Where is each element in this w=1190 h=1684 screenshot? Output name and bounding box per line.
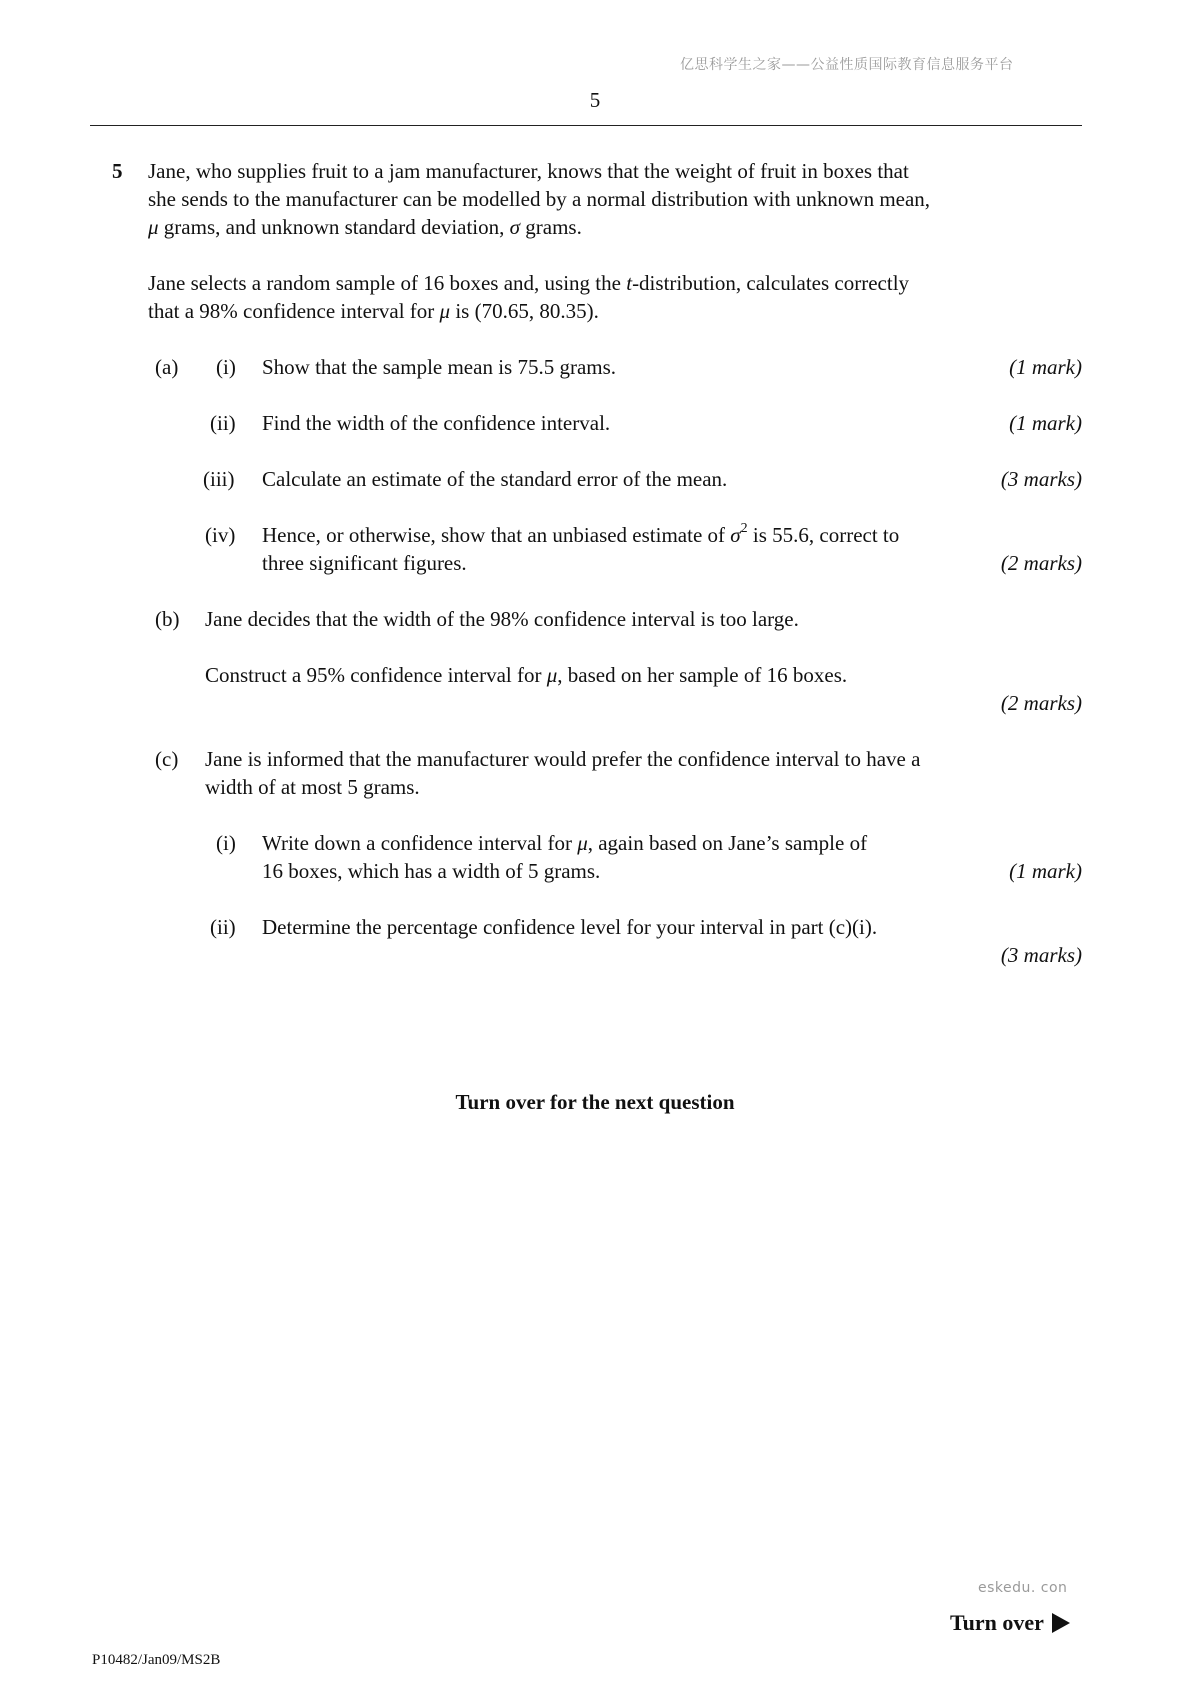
sample-line-2	[148, 297, 599, 325]
part-a-i-marks: (1 mark)	[1009, 355, 1082, 379]
t-symbol: t	[626, 271, 633, 295]
mu-symbol: μ	[148, 215, 159, 239]
part-c-i-line-1	[262, 829, 867, 857]
part-a-ii-text: Find the width of the confidence interval.	[262, 411, 611, 435]
part-b-text-2	[205, 661, 847, 689]
turn-over-label: Turn over	[950, 1610, 1044, 1635]
mu-symbol: μ	[546, 663, 558, 687]
part-c-ii-marks: (3 marks)	[1000, 943, 1082, 967]
part-a-iii-label: (iii)	[203, 467, 235, 491]
part-c-ii-text: Determine the percentage confidence level for your interval in part (c)(i).	[262, 915, 878, 939]
intro-line-3-text-b: grams.	[520, 215, 582, 239]
part-c-i-marks: (1 mark)	[1009, 859, 1082, 883]
sample-line-2-b: is (70.65, 80.35).	[450, 299, 599, 323]
part-c-text-1: Jane is informed that the manufacturer would prefer the confidence interval to have a	[205, 747, 921, 771]
part-a-i-label: (i)	[216, 355, 236, 379]
intro-line-2: she sends to the manufacturer can be modelled by a normal distribution with unknown mean,	[148, 187, 931, 211]
part-c-ii-label: (ii)	[210, 915, 236, 939]
question-number: 5	[112, 159, 123, 183]
page-number: 5	[589, 88, 601, 112]
sigma-symbol: σ	[730, 523, 741, 547]
part-a-iv-line-1	[262, 521, 899, 549]
part-b-text-2-b: , based on her sample of 16 boxes.	[557, 663, 848, 687]
part-a-iii-text: Calculate an estimate of the standard error of the mean.	[262, 467, 728, 491]
watermark-bottom: eskedu. con	[978, 1580, 1068, 1596]
part-a-iv-marks: (2 marks)	[1000, 551, 1082, 575]
part-a-iv-text-a: Hence, or otherwise, show that an unbiased estimate of	[262, 523, 731, 547]
sample-line-1	[148, 269, 909, 297]
part-a-iv-line-2: three significant figures.	[262, 551, 467, 575]
part-b-marks: (2 marks)	[1000, 691, 1082, 715]
mu-symbol: μ	[439, 299, 451, 323]
sample-line-2-a: that a 98% confidence interval for	[148, 299, 440, 323]
part-b-label: (b)	[155, 607, 180, 631]
paper-code: P10482/Jan09/MS2B	[92, 1652, 221, 1668]
part-a-ii-label: (ii)	[210, 411, 236, 435]
watermark-top: 亿思科学生之家——公益性质国际教育信息服务平台	[680, 57, 1014, 73]
part-a-iv-text-b: is 55.6, correct to	[747, 523, 900, 547]
part-c-label: (c)	[155, 747, 179, 771]
part-a-iii-marks: (3 marks)	[1000, 467, 1082, 491]
mu-symbol: μ	[577, 831, 588, 855]
part-a-i-text: Show that the sample mean is 75.5 grams.	[262, 355, 617, 379]
arrow-right-icon	[1052, 1613, 1070, 1633]
part-b-text-2-a: Construct a 95% confidence interval for	[205, 663, 547, 687]
part-c-i-text-a: Write down a confidence interval for	[262, 831, 578, 855]
part-b-text-1: Jane decides that the width of the 98% confidence interval is too large.	[205, 607, 799, 631]
intro-line-3-text-a: grams, and unknown standard deviation,	[158, 215, 510, 239]
sample-line-1-b: -distribution, calculates correctly	[632, 271, 910, 295]
header-rule	[90, 125, 1082, 126]
part-c-text-2: width of at most 5 grams.	[205, 775, 420, 799]
part-c-i-label: (i)	[216, 831, 236, 855]
sample-line-1-a: Jane selects a random sample of 16 boxes and, using the	[148, 271, 627, 295]
part-a-iv-label: (iv)	[205, 523, 236, 547]
turn-over	[950, 1610, 1070, 1636]
part-c-i-text-b: , again based on Jane’s sample of	[587, 831, 868, 855]
next-question-note: Turn over for the next question	[455, 1090, 735, 1114]
intro-line-1: Jane, who supplies fruit to a jam manufacturer, knows that the weight of fruit in boxes that	[148, 159, 909, 183]
part-a-ii-marks: (1 mark)	[1009, 411, 1082, 435]
superscript-2: 2	[740, 521, 748, 536]
intro-line-3	[148, 213, 582, 241]
part-c-i-line-2: 16 boxes, which has a width of 5 grams.	[262, 859, 601, 883]
part-a-label: (a)	[155, 355, 179, 379]
sigma-symbol: σ	[509, 215, 520, 239]
